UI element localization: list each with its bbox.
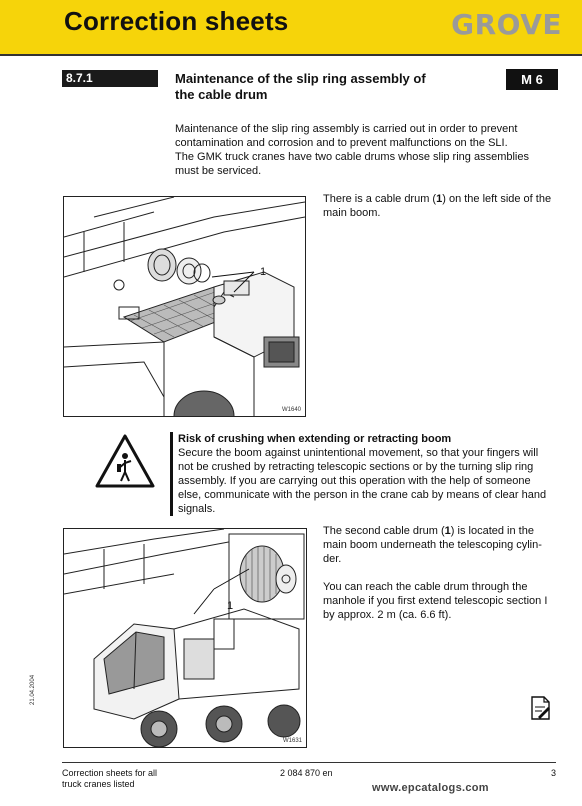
warning-title: Risk of crushing when extending or retracting boom: [178, 433, 452, 445]
warning-block: [178, 432, 560, 516]
section-title-line2: the cable drum: [175, 87, 268, 102]
side1-text-a: There is a cable drum (: [323, 193, 437, 205]
footer-left-line1: Correction sheets for all: [62, 768, 158, 778]
warning-line: else, communicate with the person in the crane cab by means of clear hand: [178, 489, 547, 501]
figure-cable-drum-main-boom: [63, 528, 307, 748]
header-title: Correction sheets: [64, 6, 289, 36]
footer-left-line2: truck cranes listed: [62, 779, 135, 789]
intro-line: The GMK truck cranes have two cable drums whose slip ring assemblies: [175, 151, 529, 163]
warning-line: assembly. If you are carrying out this operation with the help of someone: [178, 475, 531, 487]
crane-boom-illustration: [64, 197, 305, 416]
side2-p1-line3: der.: [323, 553, 342, 565]
section-title-line1: Maintenance of the slip ring assembly of: [175, 71, 426, 86]
footer-doc-number: 2 084 870 en: [280, 768, 333, 778]
side2-p2-line3: by approx. 2 m (ca. 6.6 ft).: [323, 609, 452, 621]
side2-p2-line2: manhole if you first extend telescopic section I: [323, 595, 548, 607]
document-pen-icon: [530, 695, 552, 721]
paragraph-gap: [323, 566, 563, 580]
side2-p1-line1: [323, 524, 563, 538]
side1-line1: [323, 192, 563, 206]
figure2-callout: 1: [227, 600, 234, 612]
footer-rule: [62, 762, 556, 763]
side-text-drum-left: [323, 192, 563, 220]
grove-logo: GROVE: [451, 8, 562, 41]
figure2-label: W1631: [282, 738, 302, 744]
section-code-badge: M 6: [506, 69, 558, 90]
side2-p1-b: ) is located in the: [450, 525, 534, 537]
side2-p1-line2: main boom underneath the telescoping cylin-: [323, 539, 542, 551]
intro-paragraph: [175, 122, 555, 178]
intro-line: contamination and corrosion and to prevent malfunctions on the SLI.: [175, 137, 508, 149]
side2-ref-bold: 1: [444, 525, 451, 537]
intro-line: must be serviced.: [175, 165, 262, 177]
side1-line2: main boom.: [323, 207, 381, 219]
figure1-label: W1640: [281, 407, 301, 413]
section-number: 8.7.1: [62, 70, 158, 87]
warning-line: signals.: [178, 503, 216, 515]
warning-icon: [95, 434, 155, 488]
crane-cab-illustration: [64, 529, 306, 747]
warning-line: Secure the boom against unintentional movement, so that your fingers will: [178, 447, 539, 459]
section-title: [175, 71, 475, 103]
page-header: [0, 0, 582, 56]
figure-cable-drum-left: [63, 196, 306, 417]
watermark: www.epcatalogs.com: [372, 782, 489, 794]
warning-divider: [170, 432, 173, 516]
intro-line: Maintenance of the slip ring assembly is carried out in order to prevent: [175, 123, 518, 135]
side2-p2-line1: You can reach the cable drum through the: [323, 581, 528, 593]
side2-p1-a: The second cable drum (: [323, 525, 445, 537]
side-text-drum-main-boom: [323, 524, 563, 622]
figure1-callout: 1: [260, 266, 267, 278]
footer-page-number: 3: [551, 768, 557, 778]
warning-line: not be crushed by retracting telescopic sections or by the turning slip ring: [178, 461, 534, 473]
footer-left: [62, 768, 157, 790]
side1-ref-bold: 1: [436, 193, 443, 205]
margin-date: 21.04.2004: [30, 674, 36, 705]
side1-text-b: ) on the left side of the: [442, 193, 552, 205]
